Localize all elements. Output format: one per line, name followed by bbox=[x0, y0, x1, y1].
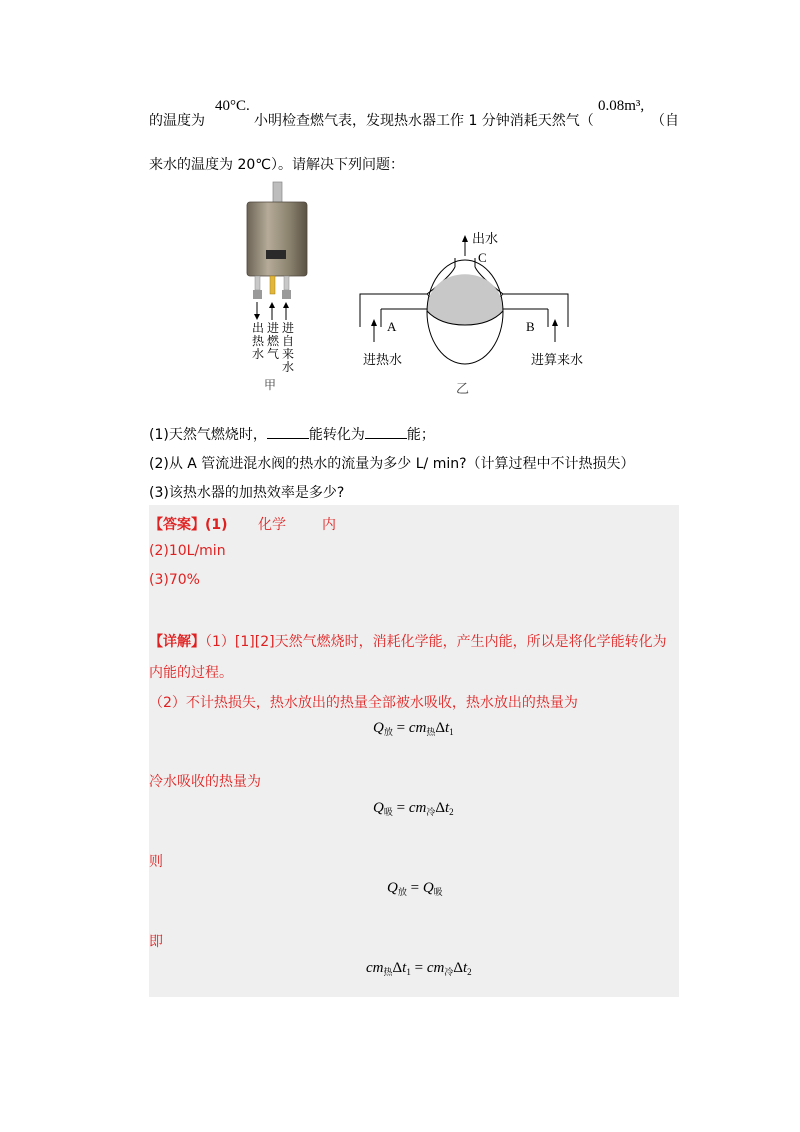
in-arrow-icon bbox=[371, 319, 377, 326]
detail-paragraph-1 bbox=[149, 631, 667, 651]
question-1-part-c: 能； bbox=[406, 427, 435, 443]
label-a: A bbox=[387, 319, 397, 334]
label-c: C bbox=[478, 250, 487, 265]
intro-text-3: （自 bbox=[651, 113, 679, 129]
out-arrow-icon bbox=[462, 235, 468, 242]
caption-jia: 甲 bbox=[264, 378, 277, 392]
answer-blank-2 bbox=[365, 426, 407, 439]
equation-heat-absorbed: $Q_吸 = cm_冷\Delta t_2$ bbox=[373, 800, 454, 817]
in-arrow-icon bbox=[269, 302, 275, 308]
question-1 bbox=[149, 424, 435, 444]
detail-text-2: 内能的过程。 bbox=[149, 665, 233, 681]
heater-display bbox=[266, 250, 286, 259]
label-cold-inlet: 进算来水 bbox=[531, 353, 584, 368]
question-1-part-b: 能转化为 bbox=[308, 427, 365, 443]
label-outlet: 出水 bbox=[472, 232, 499, 247]
gas-pipe bbox=[270, 276, 275, 294]
question-2: (2)从 A 管流进混水阀的热水的流量为多少 L/ min?（计算过程中不计热损失） bbox=[149, 456, 635, 472]
heater-body bbox=[247, 202, 307, 276]
detail-text-6: 即 bbox=[149, 934, 163, 950]
equation-heat-balance: $Q_放 = Q_吸$ bbox=[387, 880, 443, 897]
in-arrow-icon bbox=[283, 302, 289, 308]
answer-label: 【答案】 bbox=[149, 517, 205, 533]
temperature-value: 40°C. bbox=[215, 98, 250, 114]
out-arrow-icon bbox=[254, 314, 260, 320]
answer-blank-1 bbox=[267, 426, 309, 439]
answer-line-1 bbox=[149, 514, 228, 534]
question-1-part-a: (1)天然气燃烧时， bbox=[149, 427, 267, 443]
label-in-tap-water: 进自来水 bbox=[282, 321, 295, 374]
label-hot-inlet: 进热水 bbox=[363, 353, 403, 368]
intro-text-2: 小明检查燃气表，发现热水器工作 1 分钟消耗天然气（ bbox=[254, 113, 594, 129]
caption-yi: 乙 bbox=[456, 382, 470, 397]
equation-heat-released: $Q_放 = cm_热\Delta t_1$ bbox=[373, 720, 454, 737]
intro-text-4: 来水的温度为 20℃）。请解决下列问题： bbox=[149, 157, 404, 173]
detail-text-3: （2）不计热损失，热水放出的热量全部被水吸收，热水放出的热量为 bbox=[149, 695, 578, 711]
label-in-gas: 进燃气 bbox=[267, 321, 280, 361]
gas-volume-value: 0.08m³, bbox=[598, 98, 645, 114]
answer-1-blank-1: 化学 bbox=[258, 517, 286, 533]
answer-2: (2)10L/min bbox=[149, 543, 226, 559]
detail-text-4: 冷水吸收的热量为 bbox=[149, 774, 261, 790]
detail-text-1: （1）[1][2]天然气燃烧时，消耗化学能，产生内能，所以是将化学能转化为 bbox=[205, 634, 667, 650]
answer-1-blank-2: 内 bbox=[322, 517, 336, 533]
water-heater-figure bbox=[240, 180, 320, 395]
equation-expanded: $cm_热\Delta t_1 = cm_冷\Delta t_2$ bbox=[366, 960, 472, 977]
answer-panel bbox=[149, 505, 679, 997]
answer-1-number: (1) bbox=[205, 517, 228, 533]
detail-text-5: 则 bbox=[149, 854, 163, 870]
in-arrow-icon bbox=[552, 319, 558, 326]
intro-text-1: 的温度为 bbox=[149, 113, 205, 129]
mixing-chamber-fill bbox=[427, 274, 503, 325]
answer-3: (3)70% bbox=[149, 572, 200, 588]
question-3: (3)该热水器的加热效率是多少? bbox=[149, 485, 345, 501]
label-b: B bbox=[526, 319, 535, 334]
detail-label: 【详解】 bbox=[149, 634, 205, 650]
label-out-hot-water: 出热水 bbox=[252, 321, 265, 361]
exhaust-pipe bbox=[273, 182, 282, 204]
